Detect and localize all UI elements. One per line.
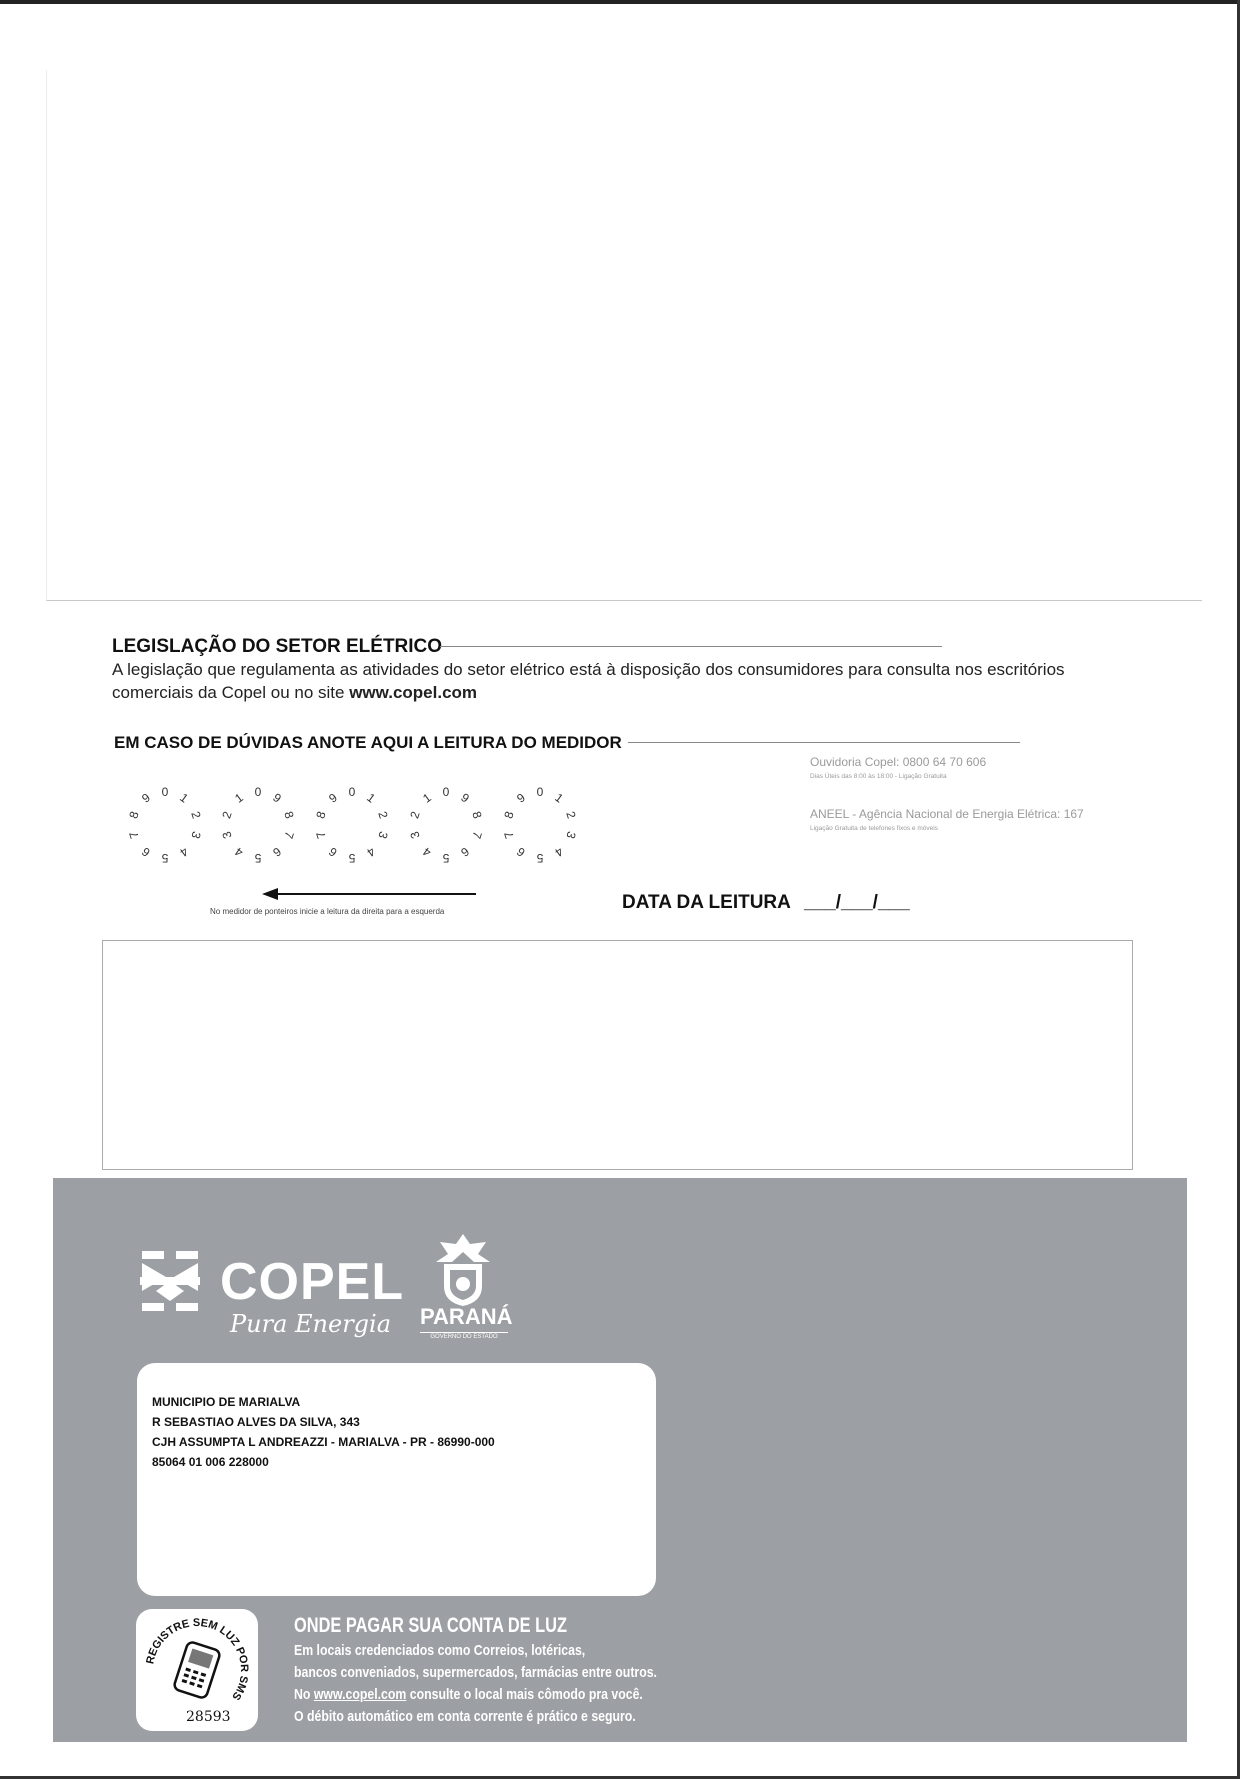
page-top-edge [0, 0, 1240, 4]
copel-slogan: Pura Energia [230, 1310, 392, 1338]
meter-dial-3 [312, 785, 392, 865]
dial-digit: 9 [325, 790, 340, 806]
copel-logo-icon [136, 1247, 204, 1315]
dial-digit: 1 [364, 790, 379, 806]
dial-digit: 8 [312, 809, 329, 821]
address-line-1: MUNICIPIO DE MARIALVA [152, 1395, 301, 1409]
arrow-left-icon [262, 887, 476, 901]
dial-digit: 2 [188, 809, 205, 821]
dial-digit: 2 [563, 809, 580, 821]
medidor-rule [628, 742, 1020, 743]
dial-digit: 6 [513, 844, 528, 860]
data-leitura-field[interactable]: ___/___/___ [804, 892, 910, 913]
dial-digit: 2 [375, 809, 392, 821]
dial-digit: 4 [177, 844, 192, 860]
dial-digit: 3 [218, 829, 235, 841]
aneel-phone: ANEEL - Agência Nacional de Energia Elétrica: 167 [810, 807, 1084, 821]
dial-digit: 2 [218, 809, 235, 821]
copel-site-link[interactable]: www.copel.com [313, 1686, 407, 1703]
dial-digit: 9 [270, 790, 285, 806]
dial-digit: 0 [161, 785, 169, 799]
dial-digit: 7 [281, 829, 298, 841]
parana-crest-icon [428, 1232, 498, 1308]
dial-digit: 1 [177, 790, 192, 806]
dial-digit: 7 [500, 829, 517, 841]
medidor-title: EM CASO DE DÚVIDAS ANOTE AQUI A LEITURA DO MEDIDOR [114, 733, 622, 752]
onde-pagar-line-1: Em locais credenciados como Correios, lotéricas, [294, 1642, 586, 1659]
dial-digit: 7 [125, 829, 142, 841]
data-leitura-label: DATA DA LEITURA [622, 892, 791, 913]
dial-digit: 8 [125, 809, 142, 821]
notes-box [102, 940, 1133, 1170]
onde-pagar-line-2: bancos conveniados, supermercados, farmácias entre outros. [294, 1664, 657, 1681]
legislacao-site: www.copel.com [349, 683, 478, 702]
legislacao-text [112, 658, 1122, 704]
dial-digit: 0 [442, 785, 450, 799]
parana-wordmark: PARANÁ [420, 1304, 513, 1329]
ouvidoria-hours: Dias Úteis das 8:00 às 18:00 - Ligação Gratuita [810, 773, 947, 780]
legislacao-body: A legislação que regulamenta as atividades do setor elétrico está à disposição dos consumidores para consulta nos escritórios comerciais da Copel ou no site [112, 660, 1065, 702]
blank-message-area [46, 70, 1202, 601]
address-line-3: CJH ASSUMPTA L ANDREAZZI - MARIALVA - PR - 86990-000 [152, 1435, 495, 1449]
aneel-note: Ligação Gratuita de telefones fixos e móveis [810, 825, 938, 832]
onde-pagar-line-3-post: consulte o local mais cômodo pra você. [406, 1686, 643, 1703]
parana-subtitle: GOVERNO DO ESTADO [420, 1332, 508, 1340]
dial-digit: 6 [325, 844, 340, 860]
address-line-2: R SEBASTIAO ALVES DA SILVA, 343 [152, 1415, 360, 1429]
dial-digit: 4 [231, 844, 246, 860]
ouvidoria-phone: Ouvidoria Copel: 0800 64 70 606 [810, 755, 987, 769]
dial-digit: 3 [375, 829, 392, 841]
meter-dial-2 [218, 785, 298, 865]
meter-dial-1 [125, 785, 205, 865]
dial-digit: 0 [348, 785, 356, 799]
onde-pagar-line-3-pre: No [294, 1686, 314, 1703]
dial-digit: 5 [254, 851, 262, 865]
dial-digit: 5 [348, 851, 356, 865]
dial-digit: 0 [254, 785, 262, 799]
dial-digit: 9 [138, 790, 153, 806]
dial-digit: 8 [500, 809, 517, 821]
dial-digit: 8 [469, 809, 486, 821]
dial-digit: 7 [312, 829, 329, 841]
onde-pagar-line-4: O débito automático em conta corrente é prático e seguro. [294, 1708, 636, 1725]
dial-digit: 6 [270, 844, 285, 860]
pointer-note: No medidor de ponteiros inicie a leitura da direita para a esquerda [210, 907, 445, 916]
onde-pagar-line-3 [294, 1686, 643, 1703]
dial-digit: 5 [161, 851, 169, 865]
dial-digit: 4 [419, 844, 434, 860]
dial-digit: 2 [406, 809, 423, 821]
dial-digit: 9 [458, 790, 473, 806]
dial-digit: 1 [231, 790, 246, 806]
dial-digit: 4 [552, 844, 567, 860]
dial-digit: 5 [442, 851, 450, 865]
phone-icon [173, 1641, 221, 1699]
meter-dial-4 [406, 785, 486, 865]
dial-digit: 3 [406, 829, 423, 841]
legislacao-title: LEGISLAÇÃO DO SETOR ELÉTRICO [112, 636, 443, 657]
meter-dial-5 [500, 785, 580, 865]
sms-badge [136, 1609, 258, 1731]
dial-digit: 7 [469, 829, 486, 841]
dial-digit: 3 [188, 829, 205, 841]
dial-digit: 6 [458, 844, 473, 860]
dial-digit: 9 [513, 790, 528, 806]
dial-digit: 1 [419, 790, 434, 806]
address-line-4: 85064 01 006 228000 [152, 1455, 269, 1469]
dial-digit: 6 [138, 844, 153, 860]
dial-digit: 8 [281, 809, 298, 821]
sms-ring-text: REGISTRE SEM LUZ POR SMS [144, 1616, 251, 1703]
dial-digit: 4 [364, 844, 379, 860]
legislacao-rule [440, 646, 942, 647]
dial-digit: 5 [536, 851, 544, 865]
onde-pagar-title: ONDE PAGAR SUA CONTA DE LUZ [294, 1614, 567, 1637]
sms-number: 28593 [186, 1709, 231, 1725]
dial-digit: 0 [536, 785, 544, 799]
dial-digit: 1 [552, 790, 567, 806]
dial-digit: 3 [563, 829, 580, 841]
copel-wordmark: COPEL [220, 1253, 405, 1311]
